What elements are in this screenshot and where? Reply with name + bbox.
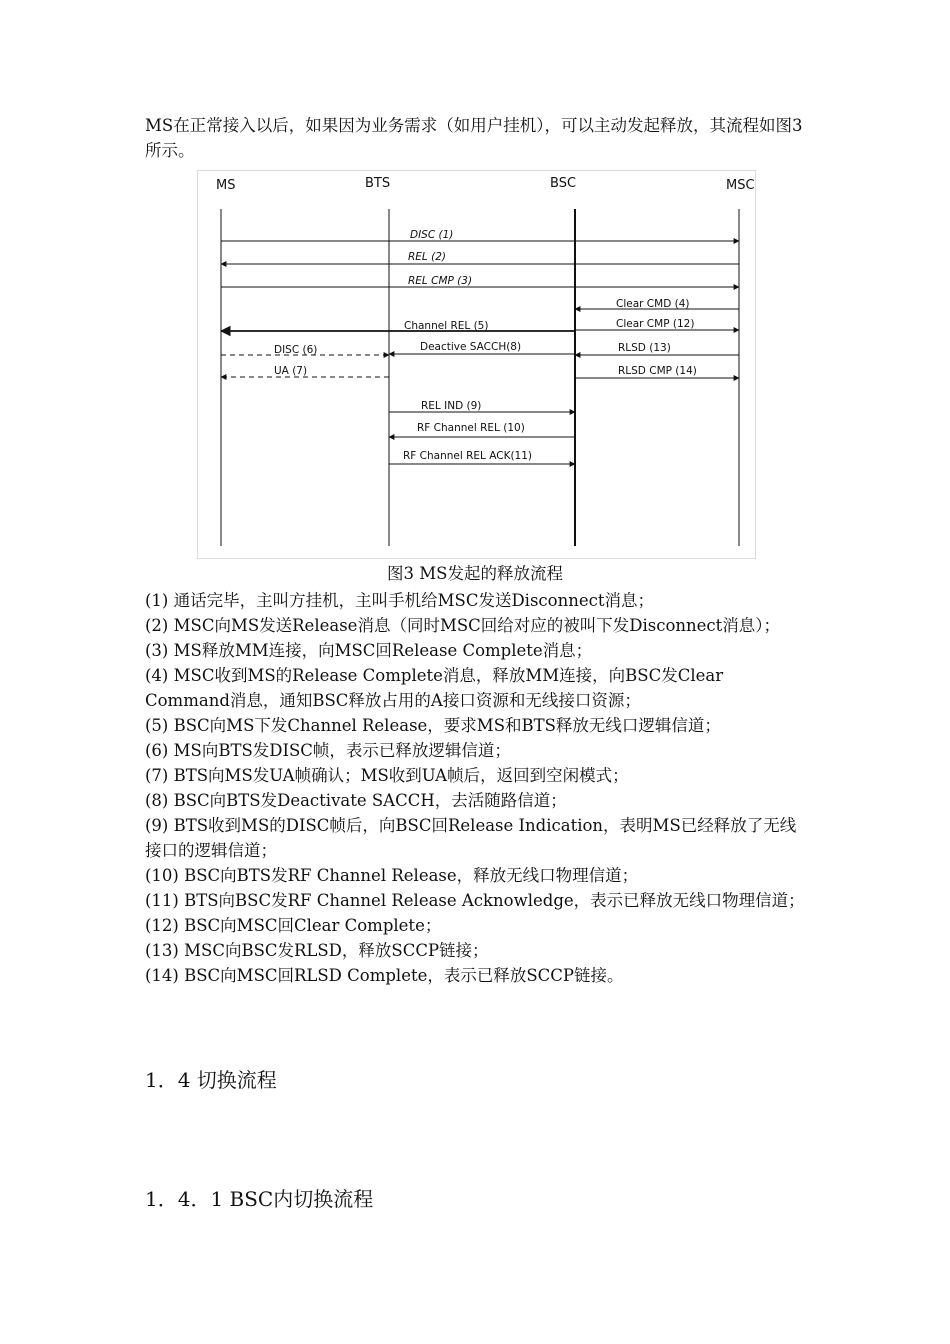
list-item: (4) MSC收到MS的Release Complete消息，释放MM连接，向BSC发Clear Command消息，通知BSC释放占用的A接口资源和无线接口资源；: [145, 666, 724, 710]
list-item: (1) 通话完毕，主叫方挂机，主叫手机给MSC发送Disconnect消息；: [145, 591, 654, 610]
label-disc-1: DISC (1): [410, 229, 454, 241]
label-rel-cmp-3: REL CMP (3): [408, 275, 473, 287]
section-heading-1-4: 1．4 切换流程: [145, 1068, 277, 1092]
label-rlsd-cmp-14: RLSD CMP (14): [618, 365, 697, 377]
list-item: (3) MS释放MM连接，向MSC回Release Complete消息；: [145, 641, 593, 660]
label-rlsd-13: RLSD (13): [618, 342, 671, 354]
list-item: (5) BSC向MS下发Channel Release，要求MS和BTS释放无线口逻辑信道；: [145, 716, 721, 735]
label-ua-7: UA (7): [274, 365, 308, 377]
list-item: (6) MS向BTS发DISC帧，表示已释放逻辑信道；: [145, 741, 511, 760]
list-item: (12) BSC向MSC回Clear Complete；: [145, 916, 442, 935]
label-channel-rel-5: Channel REL (5): [404, 320, 489, 332]
sequence-diagram-svg: [198, 171, 755, 558]
list-item: (14) BSC向MSC回RLSD Complete，表示已释放SCCP链接。: [145, 966, 624, 985]
list-item: (8) BSC向BTS发Deactivate SACCH，去活随路信道；: [145, 791, 567, 810]
entity-bts: BTS: [365, 176, 391, 191]
list-item: (13) MSC向BSC发RLSD，释放SCCP链接；: [145, 941, 489, 960]
label-disc-6: DISC (6): [274, 344, 318, 356]
entity-msc: MSC: [726, 178, 755, 193]
list-item: (10) BSC向BTS发RF Channel Release，释放无线口物理信道；: [145, 866, 639, 885]
list-item: (11) BTS向BSC发RF Channel Release Acknowledge，表示已释放无线口物理信道；: [145, 891, 805, 910]
figure-caption: 图3 MS发起的释放流程: [387, 564, 563, 583]
intro-paragraph: MS在正常接入以后，如果因为业务需求（如用户挂机），可以主动发起释放，其流程如图3所示。: [145, 116, 803, 160]
release-sequence-diagram: [197, 170, 756, 559]
list-item: (7) BTS向MS发UA帧确认；MS收到UA帧后，返回到空闲模式；: [145, 766, 629, 785]
label-rel-2: REL (2): [408, 251, 446, 263]
entity-ms: MS: [216, 178, 236, 193]
section-heading-1-4-1: 1．4．1 BSC内切换流程: [145, 1187, 374, 1211]
label-clear-cmp-12: Clear CMP (12): [616, 318, 695, 330]
label-deactive-sacch-8: Deactive SACCH(8): [420, 341, 522, 353]
label-rel-ind-9: REL IND (9): [421, 400, 482, 412]
label-rf-channel-rel-10: RF Channel REL (10): [417, 422, 525, 434]
label-rf-channel-rel-ack-11: RF Channel REL ACK(11): [403, 450, 533, 462]
list-item: (9) BTS收到MS的DISC帧后，向BSC回Release Indication，表明MS已经释放了无线接口的逻辑信道；: [145, 816, 797, 860]
label-clear-cmd-4: Clear CMD (4): [616, 298, 690, 310]
step-list: [145, 588, 810, 988]
entity-bsc: BSC: [550, 176, 577, 191]
list-item: (2) MSC向MS发送Release消息（同时MSC回给对应的被叫下发Disconnect消息）；: [145, 616, 781, 635]
